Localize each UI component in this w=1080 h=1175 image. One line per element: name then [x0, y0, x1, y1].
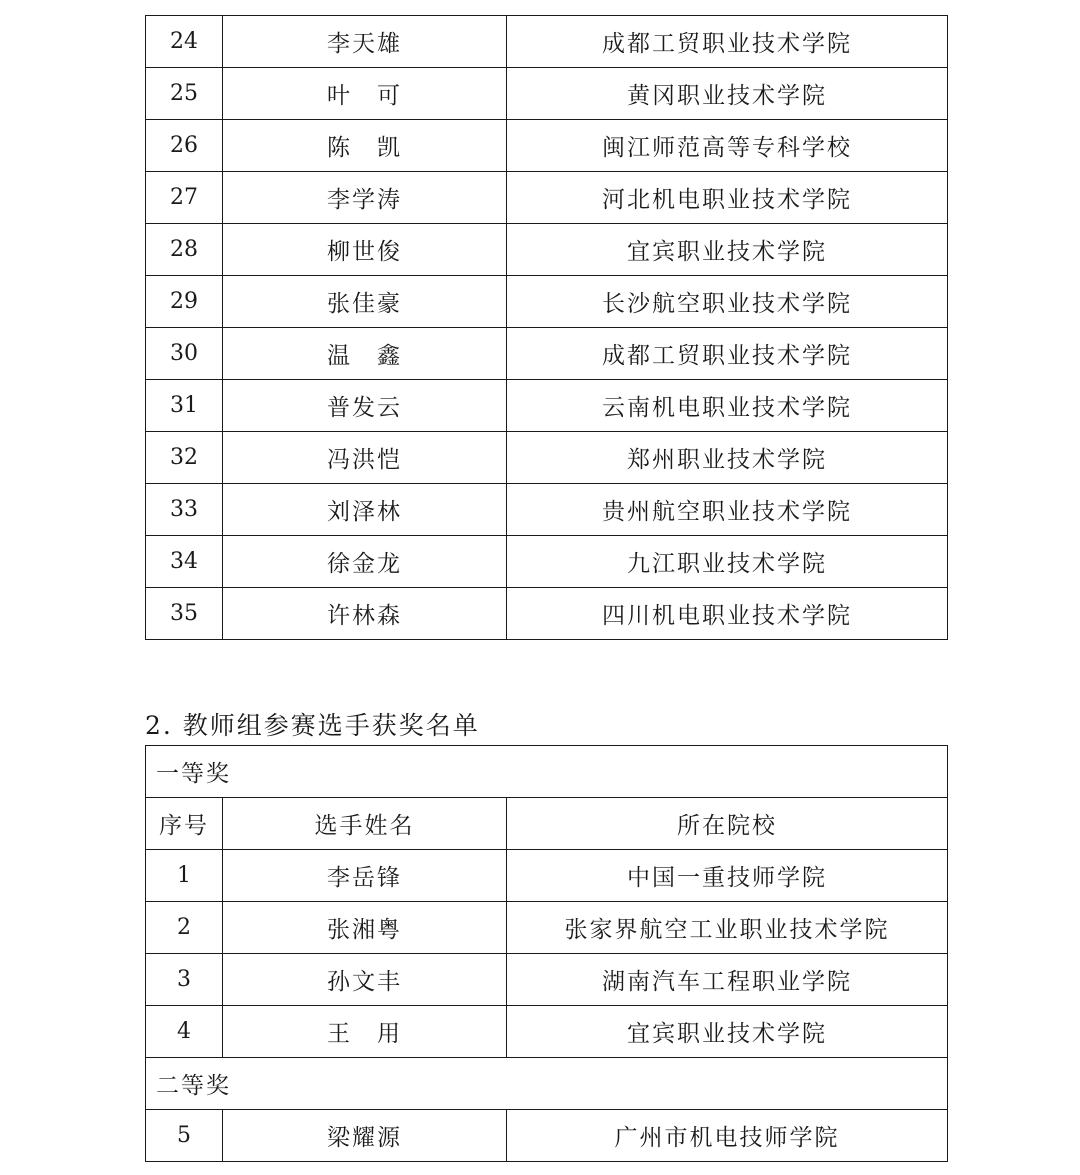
school-name: 中国一重技师学院 [507, 850, 948, 902]
row-number: 34 [146, 536, 223, 588]
school-name: 黄冈职业技术学院 [507, 68, 948, 120]
school-name: 九江职业技术学院 [507, 536, 948, 588]
school-name: 闽江师范高等专科学校 [507, 120, 948, 172]
contestant-name: 普发云 [223, 380, 507, 432]
table-row [146, 68, 948, 120]
table-row [146, 276, 948, 328]
contestant-name: 许林森 [223, 588, 507, 640]
contestant-name: 李天雄 [223, 16, 507, 68]
table-row [146, 120, 948, 172]
table-row [146, 536, 948, 588]
second-prize-label: 二等奖 [146, 1058, 948, 1110]
contestant-name: 冯洪恺 [223, 432, 507, 484]
row-number: 4 [146, 1006, 223, 1058]
column-header-name: 选手姓名 [223, 798, 507, 850]
row-number: 1 [146, 850, 223, 902]
school-name: 宜宾职业技术学院 [507, 224, 948, 276]
contestant-name: 王 用 [223, 1006, 507, 1058]
teacher-awards-table [145, 745, 948, 1162]
contestant-name: 张湘粤 [223, 902, 507, 954]
row-number: 25 [146, 68, 223, 120]
school-name: 河北机电职业技术学院 [507, 172, 948, 224]
contestant-name: 刘泽林 [223, 484, 507, 536]
results-table-continued [145, 15, 948, 640]
section-heading: 2. 教师组参赛选手获奖名单 [145, 711, 480, 740]
school-name: 郑州职业技术学院 [507, 432, 948, 484]
table-row [146, 328, 948, 380]
table-row [146, 954, 948, 1006]
row-number: 3 [146, 954, 223, 1006]
row-number: 26 [146, 120, 223, 172]
table-row [146, 588, 948, 640]
column-header-number: 序号 [146, 798, 223, 850]
contestant-name: 徐金龙 [223, 536, 507, 588]
school-name: 长沙航空职业技术学院 [507, 276, 948, 328]
row-number: 35 [146, 588, 223, 640]
column-header-school: 所在院校 [507, 798, 948, 850]
school-name: 成都工贸职业技术学院 [507, 16, 948, 68]
row-number: 2 [146, 902, 223, 954]
table-row [146, 902, 948, 954]
contestant-name: 温 鑫 [223, 328, 507, 380]
school-name: 成都工贸职业技术学院 [507, 328, 948, 380]
row-number: 29 [146, 276, 223, 328]
school-name: 云南机电职业技术学院 [507, 380, 948, 432]
table-header-row [146, 798, 948, 850]
row-number: 24 [146, 16, 223, 68]
school-name: 张家界航空工业职业技术学院 [507, 902, 948, 954]
first-prize-label: 一等奖 [146, 746, 948, 798]
contestant-name: 梁耀源 [223, 1110, 507, 1162]
row-number: 27 [146, 172, 223, 224]
row-number: 33 [146, 484, 223, 536]
contestant-name: 李岳锋 [223, 850, 507, 902]
school-name: 四川机电职业技术学院 [507, 588, 948, 640]
school-name: 宜宾职业技术学院 [507, 1006, 948, 1058]
table-row [146, 172, 948, 224]
row-number: 32 [146, 432, 223, 484]
prize-group-row [146, 1058, 948, 1110]
table-row [146, 1110, 948, 1162]
row-number: 31 [146, 380, 223, 432]
table-row [146, 224, 948, 276]
contestant-name: 柳世俊 [223, 224, 507, 276]
table-row [146, 1006, 948, 1058]
row-number: 28 [146, 224, 223, 276]
table-row [146, 850, 948, 902]
prize-group-row [146, 746, 948, 798]
row-number: 5 [146, 1110, 223, 1162]
school-name: 广州市机电技师学院 [507, 1110, 948, 1162]
contestant-name: 陈 凯 [223, 120, 507, 172]
row-number: 30 [146, 328, 223, 380]
contestant-name: 李学涛 [223, 172, 507, 224]
table-row [146, 16, 948, 68]
table-row [146, 432, 948, 484]
contestant-name: 叶 可 [223, 68, 507, 120]
school-name: 贵州航空职业技术学院 [507, 484, 948, 536]
school-name: 湖南汽车工程职业学院 [507, 954, 948, 1006]
table-row [146, 380, 948, 432]
table-row [146, 484, 948, 536]
contestant-name: 张佳豪 [223, 276, 507, 328]
contestant-name: 孙文丰 [223, 954, 507, 1006]
